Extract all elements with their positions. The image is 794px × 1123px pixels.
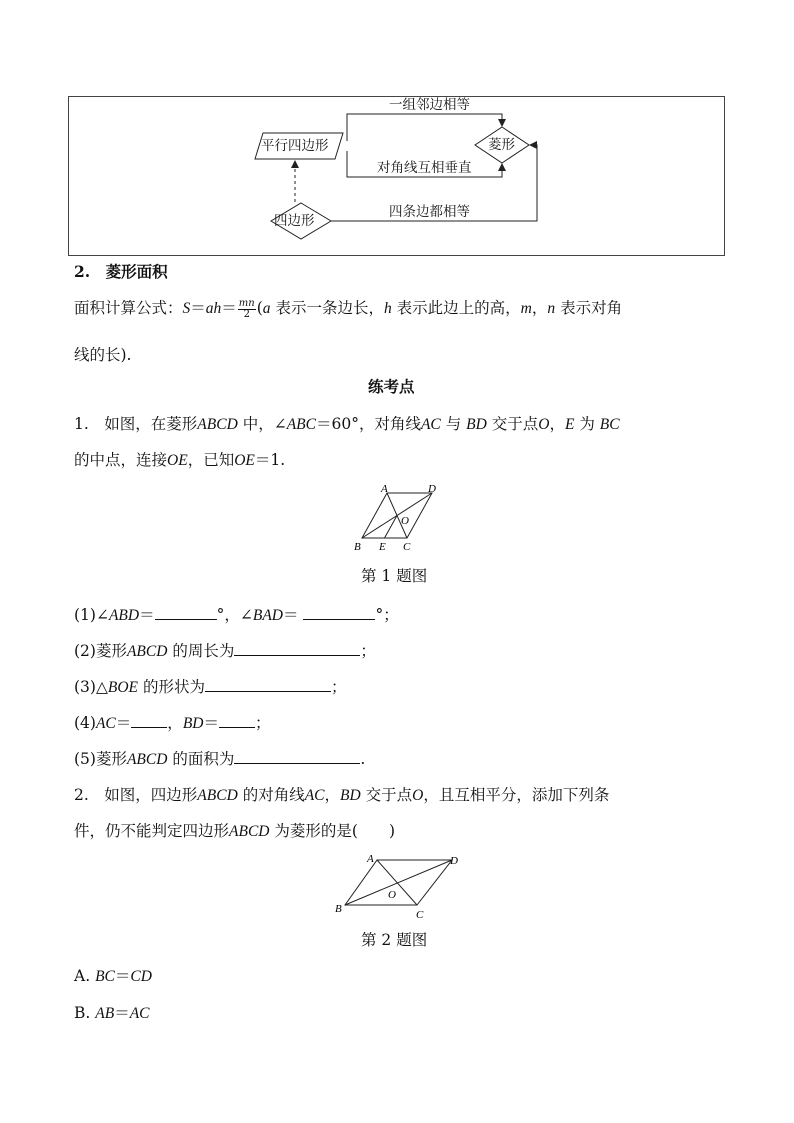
text-fragment: (3)△ [74,678,108,696]
q2-line1 [74,785,609,806]
answer-blank[interactable] [234,640,360,656]
label-b: B [354,541,361,553]
math-variable: AC [129,1005,150,1022]
math-variable: ABCD [126,643,168,660]
text-fragment: 交于点 [486,415,539,433]
text-fragment: 中，∠ [237,415,287,433]
edge-label-four-sides-equal: 四条边都相等 [389,204,470,220]
edge-label-diagonals-perp: 对角线互相垂直 [377,160,472,176]
math-variable: BD [340,787,361,804]
math-variable: AC [420,416,441,433]
formula-fraction [238,299,256,320]
math-variable: AC [304,787,325,804]
label-d: D [428,483,436,495]
diagonal-ac [377,860,417,905]
math-variable: ABCD [126,751,168,768]
text-fragment: 的中点，连接 [74,451,168,469]
text-fragment: 为 [574,415,600,433]
text-fragment: ＝ [115,714,132,732]
math-variable: ABCD [197,787,238,804]
text-fragment: . [360,750,366,768]
practice-title: 练考点 [368,377,415,396]
text-fragment: ； [360,642,376,660]
text-fragment: 的对角线 [237,786,305,804]
label-a: A [367,853,374,865]
math-variable: BAD [252,607,283,624]
label-e: E [379,541,386,553]
formula-eq: ＝ [190,299,206,317]
math-variable: OE [167,452,188,469]
q2-option-a[interactable] [74,966,152,987]
text-fragment: ； [330,678,347,696]
desc-text: ， [531,299,548,317]
text-fragment: 的面积为 [167,750,235,768]
q1-sub5 [74,748,365,770]
text-fragment: (4) [74,714,96,732]
math-variable: CD [130,968,152,985]
label-a: A [381,483,388,495]
text-fragment: ， [167,714,183,732]
q1-line1 [74,414,620,435]
formula-desc-line2: 线的长). [74,346,132,364]
text-fragment: ＝ [114,967,131,985]
text-fragment: ， [549,415,565,433]
text-fragment: (2)菱形 [74,642,127,660]
math-variable: AB [95,1005,115,1022]
math-variable: O [538,416,550,433]
q1-sub2 [74,640,376,662]
math-variable: O [412,787,424,804]
text-fragment: ＝ [283,606,304,624]
var-a: a [262,300,271,317]
label-d: D [450,855,458,867]
text-fragment: (1)∠ [74,606,109,624]
answer-blank[interactable] [219,712,255,728]
text-fragment: 为菱形的是( ) [269,822,396,840]
text-fragment: °，∠ [216,606,253,624]
text-fragment: °； [375,606,399,624]
answer-blank[interactable] [155,604,217,620]
text-fragment: 2. 如图，四边形 [74,786,198,804]
math-variable: BD [182,715,204,732]
q1-figure-caption: 第 1 题图 [361,567,428,585]
label-c: C [416,909,424,921]
desc-text: 表示对角 [555,299,623,317]
text-fragment: ＝ [114,1004,130,1022]
math-variable: ABCD [229,823,270,840]
math-variable: BOE [107,679,139,696]
math-variable: ABC [286,416,316,433]
formula-label: 面积计算公式： [74,299,183,317]
answer-blank[interactable] [205,676,331,692]
answer-blank[interactable] [234,748,360,764]
text-fragment: B. [74,1004,96,1022]
formula-ah: ah [205,300,222,317]
label-c: C [403,541,411,553]
q1-sub4 [74,712,271,734]
text-fragment: 件，仍不能判定四边形 [74,822,230,840]
formula-line [74,298,622,320]
math-variable: OE [234,452,255,469]
var-h: h [383,300,392,317]
answer-blank[interactable] [303,604,375,620]
q1-line2 [74,450,285,471]
label-b: B [335,903,342,915]
node-parallelogram: 平行四边形 [261,138,329,154]
math-variable: BC [599,416,620,433]
edge-label-adjacent-equal: 一组邻边相等 [389,97,470,113]
q1-sub1 [74,604,399,626]
formula-eq: ＝ [221,299,237,317]
label-o: O [388,889,396,901]
q1-sub3 [74,676,346,698]
edge-adjacent-equal [347,114,502,141]
node-rhombus: 菱形 [488,137,515,153]
formula-s: S [182,300,191,317]
math-variable: ABCD [197,416,238,433]
text-fragment: 1. 如图，在菱形 [74,415,198,433]
text-fragment: ＝ [139,606,155,624]
text-fragment: ， [324,786,341,804]
text-fragment: ，已知 [187,451,235,469]
q2-figure [330,852,470,922]
text-fragment: ，且互相平分，添加下列条 [423,786,610,804]
label-o: O [401,515,409,527]
math-variable: BD [466,416,487,433]
text-fragment: ； [255,714,271,732]
text-fragment: 交于点 [360,786,413,804]
text-fragment: 与 [440,415,467,433]
text-fragment: ＝1. [254,451,286,469]
fraction-denominator: 2 [243,308,250,320]
desc-text: 表示一条边长， [270,299,384,317]
text-fragment: 的形状为 [138,678,205,696]
flowchart-box [68,96,725,256]
q2-option-b[interactable] [74,1003,150,1024]
node-quadrilateral: 四边形 [274,213,315,229]
answer-blank[interactable] [131,712,167,728]
q2-line2 [74,821,395,842]
var-n: n [547,300,556,317]
text-fragment: 的周长为 [167,642,235,660]
paren: ( [256,299,263,317]
text-fragment: ＝ [203,714,219,732]
q2-figure-caption: 第 2 题图 [361,931,428,949]
text-fragment: ＝60°，对角线 [315,415,421,433]
desc-text: 表示此边上的高， [391,299,521,317]
math-variable: AC [95,715,116,732]
var-m: m [520,300,532,317]
q1-figure [350,482,450,557]
math-variable: ABD [108,607,140,624]
fraction-numerator: mn [238,297,255,309]
math-variable: E [564,416,575,433]
segment-oe [385,516,398,539]
text-fragment: A. [74,967,96,985]
text-fragment: (5)菱形 [74,750,127,768]
section-title: 2. 菱形面积 [74,262,168,281]
math-variable: BC [95,968,115,985]
